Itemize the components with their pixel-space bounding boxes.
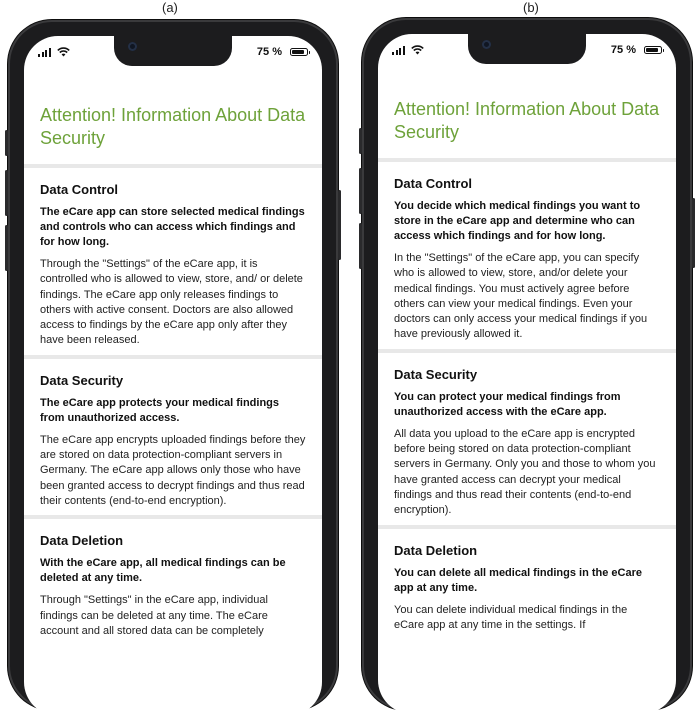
section-lead: With the eCare app, all medical findings can be deleted at any time. [40, 557, 286, 585]
section-lead: You can protect your medical findings from unauthorized access with the eCare app. [394, 390, 621, 418]
section-data-deletion [24, 519, 322, 639]
page-title: Attention! Information About Data Security [394, 99, 660, 142]
section-lead: The eCare app can store selected medical findings and controls who can access which findings and for how long. [40, 206, 305, 248]
section-heading: Data Control [394, 176, 472, 191]
notch [468, 34, 586, 64]
panel-label-a: (a) [162, 0, 178, 15]
section-heading: Data Deletion [394, 542, 478, 558]
side-button-left [5, 170, 8, 216]
battery-level [646, 48, 658, 52]
phone-frame-b [362, 18, 692, 710]
side-button-left [359, 168, 362, 214]
camera-icon [482, 40, 491, 49]
section-heading: Data Deletion [40, 533, 124, 549]
section-heading: Data Security [394, 366, 478, 382]
side-button-left [359, 128, 362, 154]
side-button-left [359, 223, 362, 269]
battery-percentage: 75 % [610, 44, 636, 56]
side-button-right [692, 198, 695, 268]
notch [114, 36, 232, 66]
battery-level [292, 50, 304, 54]
section-data-deletion [378, 529, 676, 634]
section-lead: The eCare app protects your medical findings from unauthorized access. [40, 396, 279, 424]
wifi-icon [411, 45, 424, 55]
battery-icon [644, 46, 662, 54]
side-button-left [5, 130, 8, 156]
section-body: The eCare app encrypts uploaded findings before they are stored on data protection-compliant servers in Germany. The eCare app allows only those who have been granted access to decrypt findings and thus read their contents (end-to-end encryption). [40, 433, 306, 507]
section-data-control [378, 162, 676, 343]
section-body: You can delete individual medical findings in the eCare app at any time in the settings. If [394, 603, 628, 631]
section-body: All data you upload to the eCare app is encrypted before being stored on data protection-compliant servers in Germany. Only you and those to whom you have granted access can decrypt your medical findings and thus read their contents (end-to-end encryption). [394, 427, 656, 517]
section-data-security [378, 353, 676, 519]
battery-icon [290, 48, 308, 56]
section-body: In the "Settings" of the eCare app, you can specify who is allowed to view, store, and/or delete your medical findings. You must actively agree before others can view your medical findings. Even your doctors can only access your medical findings if you have previously allowed it. [394, 252, 648, 341]
section-lead: You can delete all medical findings in the eCare app at any time. [394, 566, 642, 594]
section-lead: You decide which medical findings you want to store in the eCare app and determine who can access which findings and for how long. [394, 200, 641, 242]
cellular-signal-icon [392, 46, 405, 55]
panel-label-b: (b) [523, 0, 539, 15]
wifi-icon [57, 47, 70, 57]
info-content[interactable] [24, 104, 322, 645]
phone-screen-b [378, 34, 676, 714]
cellular-signal-icon [38, 48, 51, 57]
section-body: Through the "Settings" of the eCare app, it is controlled who is allowed to view, store, and/ or delete findings. The eCare app only releases findings to others with active consent. Doctors are also allowed access to findings by the eCare app only after they have been released. [40, 258, 303, 347]
page-title: Attention! Information About Data Security [40, 105, 306, 148]
camera-icon [128, 42, 137, 51]
battery-percentage: 75 % [256, 46, 282, 58]
phone-frame-a [8, 20, 338, 710]
side-button-left [5, 225, 8, 271]
section-data-security [24, 359, 322, 509]
section-body: Through "Settings" in the eCare app, individual findings can be deleted at any time. The eCare account and all stored data can be completely [40, 594, 268, 637]
section-heading: Data Security [40, 372, 124, 388]
section-data-control [24, 168, 322, 349]
phone-screen-a [24, 36, 322, 716]
side-button-right [338, 190, 341, 260]
section-heading: Data Control [40, 182, 118, 197]
info-content[interactable] [378, 98, 676, 639]
